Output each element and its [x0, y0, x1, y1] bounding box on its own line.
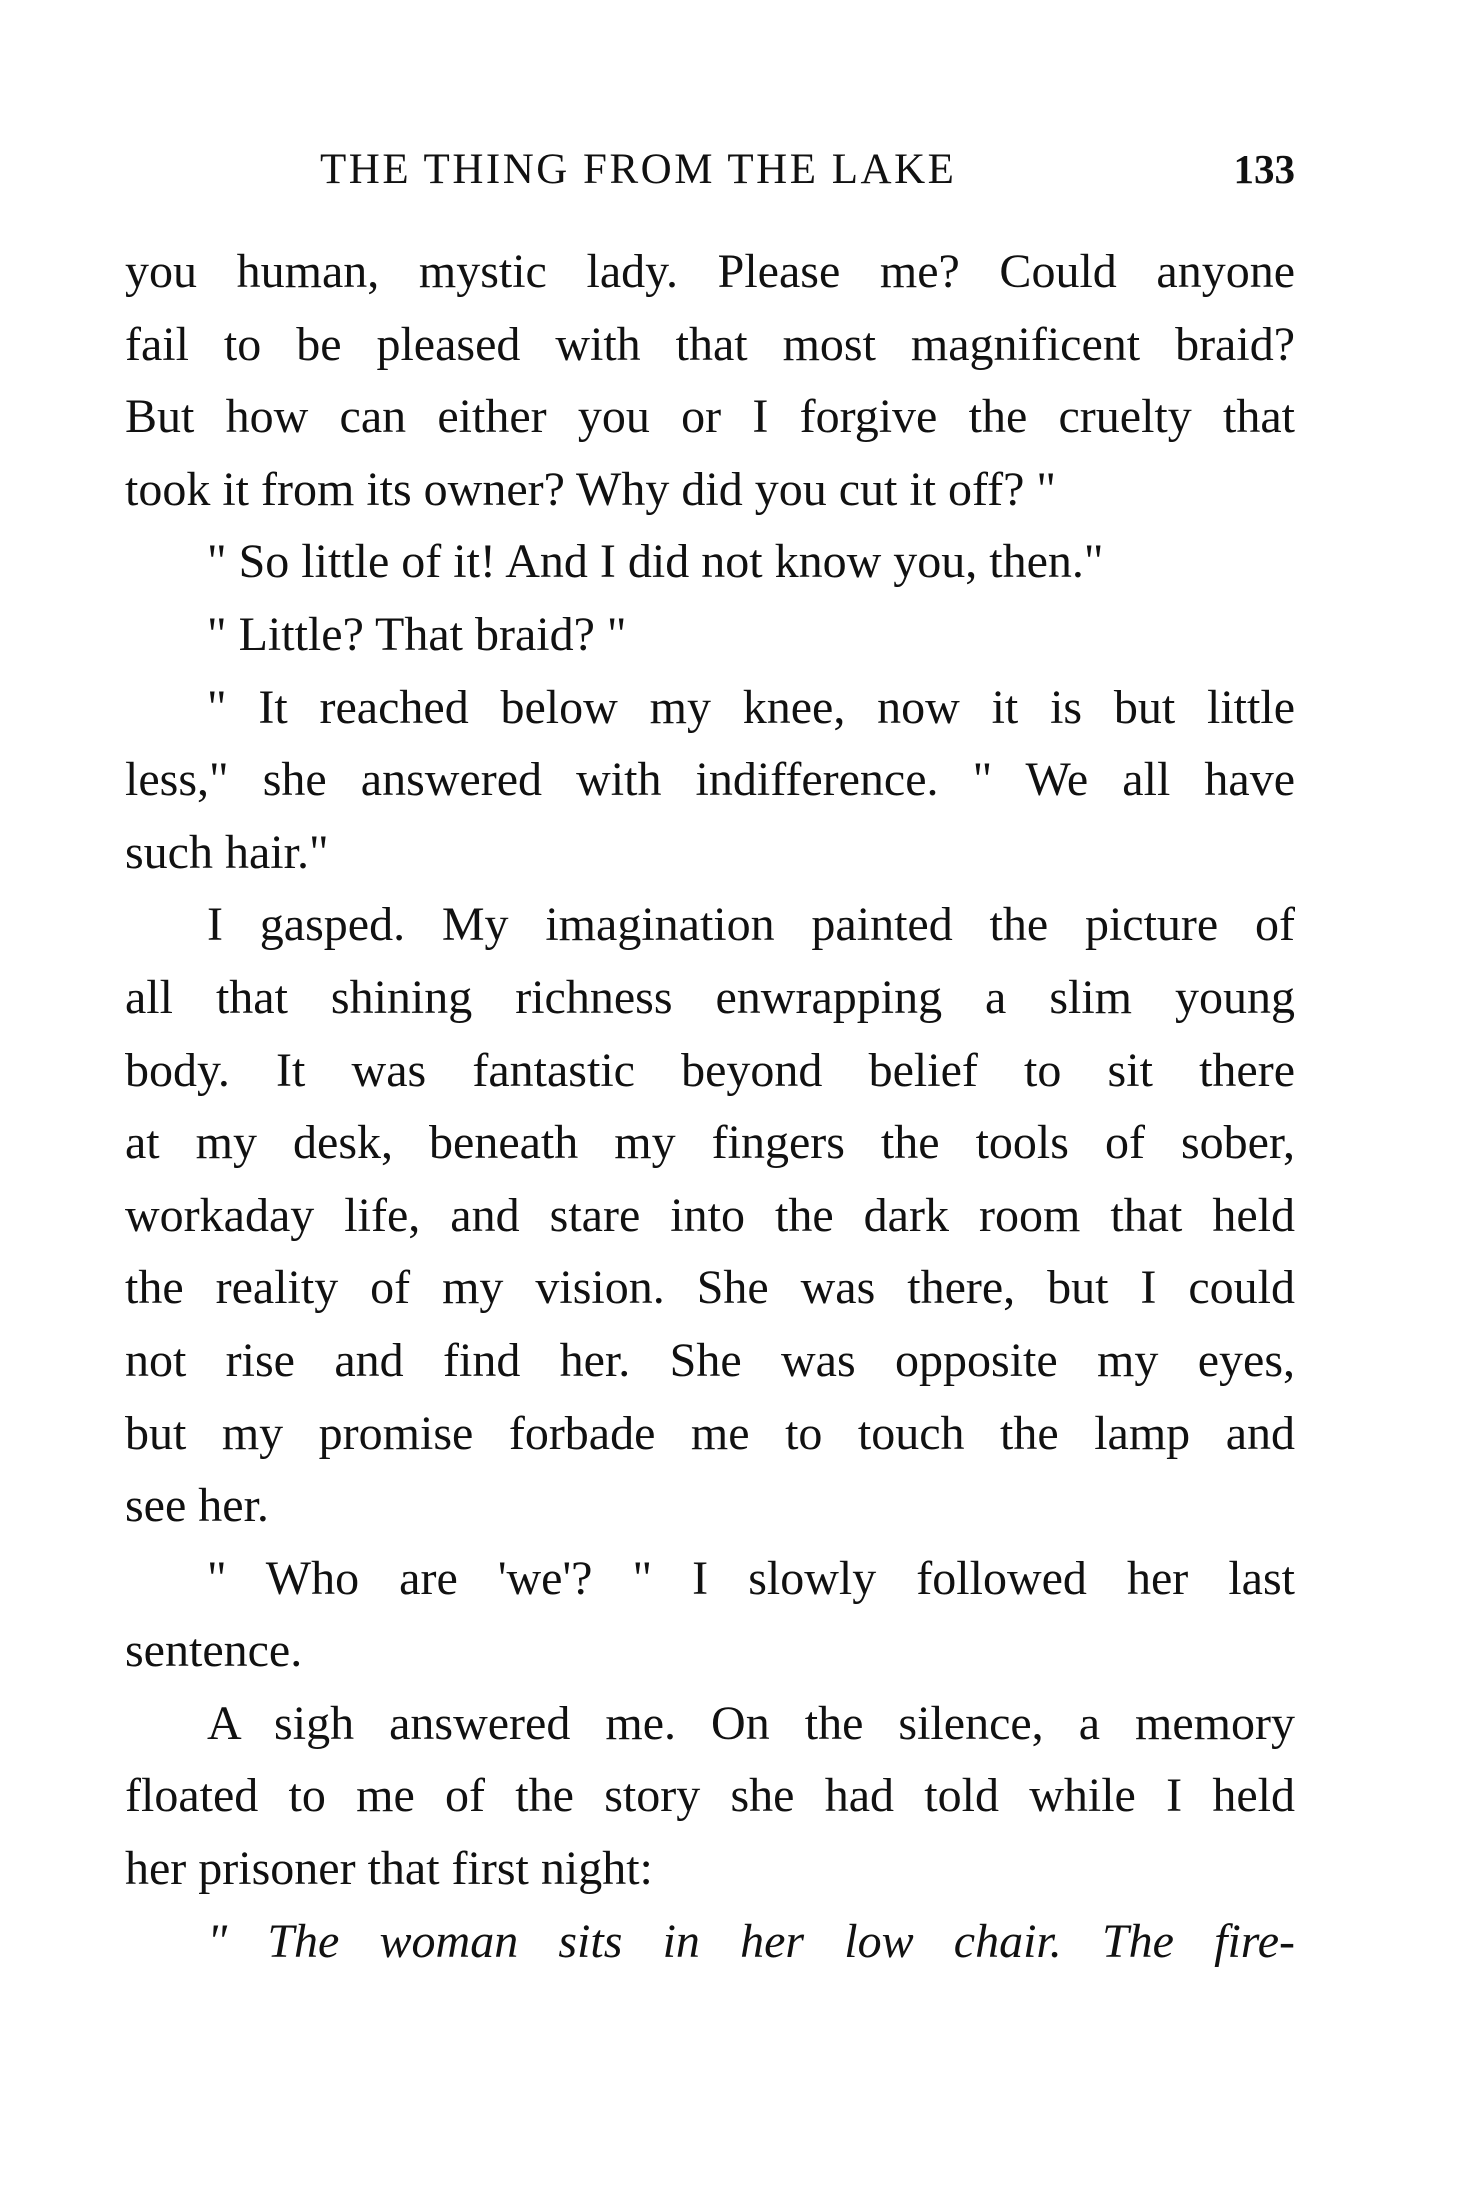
text-line: not rise and find her. She was opposite my eyes, — [125, 1333, 1295, 1387]
text-line: such hair." — [125, 825, 329, 879]
text-line: " Little? That braid? " — [207, 607, 627, 661]
text-line: But how can either you or I forgive the cruelty that — [125, 390, 1295, 444]
text-line: workaday life, and stare into the dark room that held — [125, 1188, 1295, 1242]
text-line: but my promise forbade me to touch the lamp and — [125, 1406, 1295, 1460]
body-text — [125, 236, 1295, 1978]
text-line: you human, mystic lady. Please me? Could anyone — [125, 245, 1295, 298]
text-line: " It reached below my knee, now it is but little — [207, 680, 1295, 734]
text-line: all that shining richness enwrapping a slim young — [125, 970, 1295, 1024]
page-header — [125, 145, 1295, 205]
text-line: " So little of it! And I did not know you, then." — [207, 535, 1104, 589]
text-line: see her. — [125, 1479, 269, 1533]
text-line: A sigh answered me. On the silence, a memory — [207, 1696, 1295, 1750]
text-line: sentence. — [125, 1624, 303, 1678]
running-head: THE THING FROM THE LAKE — [320, 146, 957, 193]
text-line: less," she answered with indifference. " We all have — [125, 753, 1295, 807]
text-line: body. It was fantastic beyond belief to sit there — [125, 1043, 1295, 1097]
text-line: her prisoner that first night: — [125, 1842, 653, 1896]
text-line: at my desk, beneath my fingers the tools of sober, — [125, 1116, 1295, 1170]
text-line: the reality of my vision. She was there, but I could — [125, 1261, 1295, 1315]
text-line: fail to be pleased with that most magnificent braid? — [125, 317, 1295, 371]
text-line: floated to me of the story she had told while I held — [125, 1769, 1295, 1823]
text-line: took it from its owner? Why did you cut it off? " — [125, 462, 1057, 516]
page-number: 133 — [1233, 146, 1295, 192]
text-line: I gasped. My imagination painted the picture of — [207, 898, 1295, 952]
text-line: " Who are 'we'? " I slowly followed her last — [207, 1551, 1295, 1605]
text-line: " The woman sits in her low chair. The fire- — [207, 1914, 1295, 1968]
